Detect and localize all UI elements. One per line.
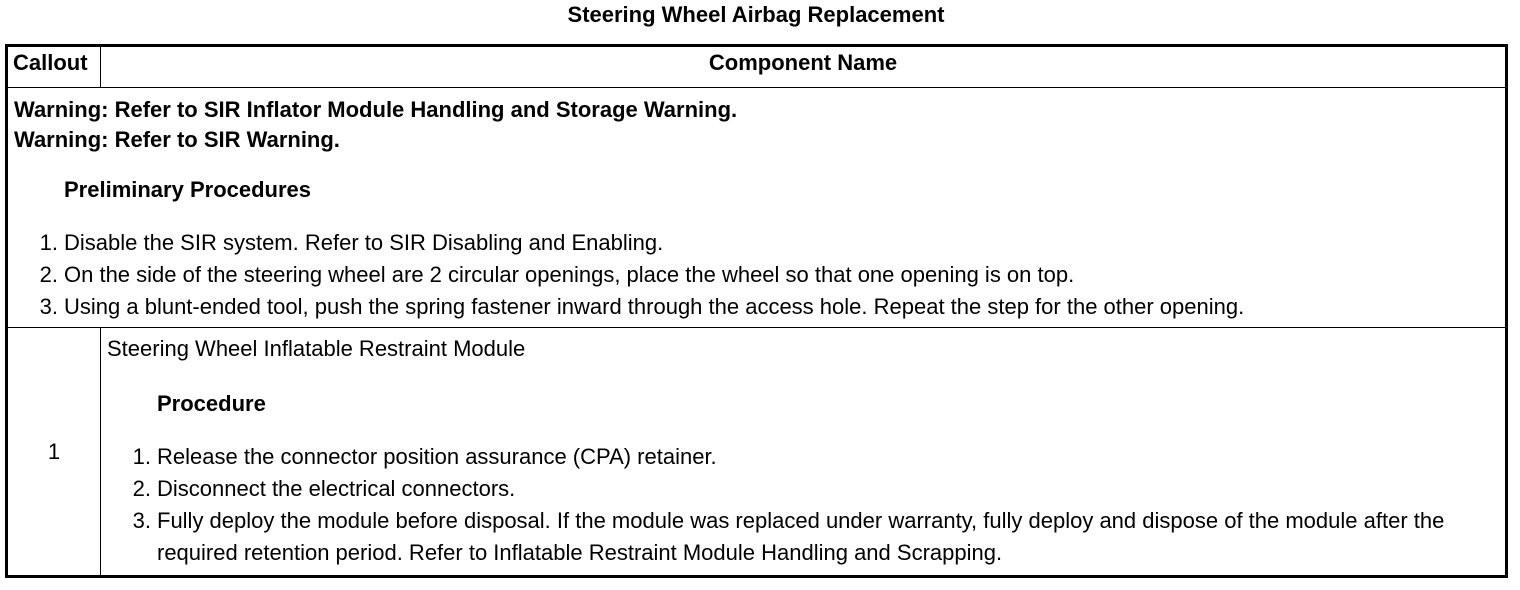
- list-item: [14, 259, 1499, 291]
- list-item: [107, 505, 1499, 569]
- component-cell: [101, 328, 1507, 577]
- callout-number: 1: [7, 328, 101, 577]
- step-number: 3.: [132, 508, 151, 533]
- list-item: [107, 441, 1499, 473]
- table-row: [7, 328, 1507, 577]
- list-item: [14, 291, 1499, 323]
- step-text: Disable the SIR system. Refer to SIR Disabling and Enabling.: [64, 230, 664, 255]
- warning-text: Warning: Refer to SIR Warning.: [14, 127, 340, 152]
- preliminary-procedures-heading: Preliminary Procedures: [64, 177, 312, 202]
- header-callout: Callout: [7, 46, 101, 88]
- step-number: 2.: [39, 262, 58, 287]
- list-item: [14, 227, 1499, 259]
- step-text: On the side of the steering wheel are 2 circular openings, place the wheel so that one opening is on top.: [64, 262, 1075, 287]
- list-item: [107, 473, 1499, 505]
- step-number: 2.: [132, 476, 151, 501]
- table-header-row: [7, 46, 1507, 88]
- warning-text: Warning: Refer to SIR Inflator Module Handling and Storage Warning.: [14, 97, 738, 122]
- preliminary-row: [7, 88, 1507, 328]
- step-number: 3.: [39, 294, 58, 319]
- step-text: Release the connector position assurance (CPA) retainer.: [157, 444, 717, 469]
- document-title: Steering Wheel Airbag Replacement: [567, 2, 945, 27]
- component-name: Steering Wheel Inflatable Restraint Module: [107, 336, 526, 361]
- preliminary-steps-list: [14, 227, 1499, 323]
- procedure-steps-list: [107, 441, 1499, 569]
- step-text: Disconnect the electrical connectors.: [157, 476, 516, 501]
- step-text: Fully deploy the module before disposal. If the module was replaced under warranty, fully deploy and dispose of the module after the required retention period. Refer to Inflatable Restraint Module Handling and Scrapping.: [157, 508, 1445, 565]
- step-number: 1.: [39, 230, 58, 255]
- header-component-name: Component Name: [101, 46, 1507, 88]
- preliminary-cell: [7, 88, 1507, 328]
- step-text: Using a blunt-ended tool, push the spring fastener inward through the access hole. Repeat the step for the other opening.: [64, 294, 1245, 319]
- procedure-table: [5, 44, 1508, 578]
- procedure-heading: Procedure: [157, 391, 266, 416]
- step-number: 1.: [132, 444, 151, 469]
